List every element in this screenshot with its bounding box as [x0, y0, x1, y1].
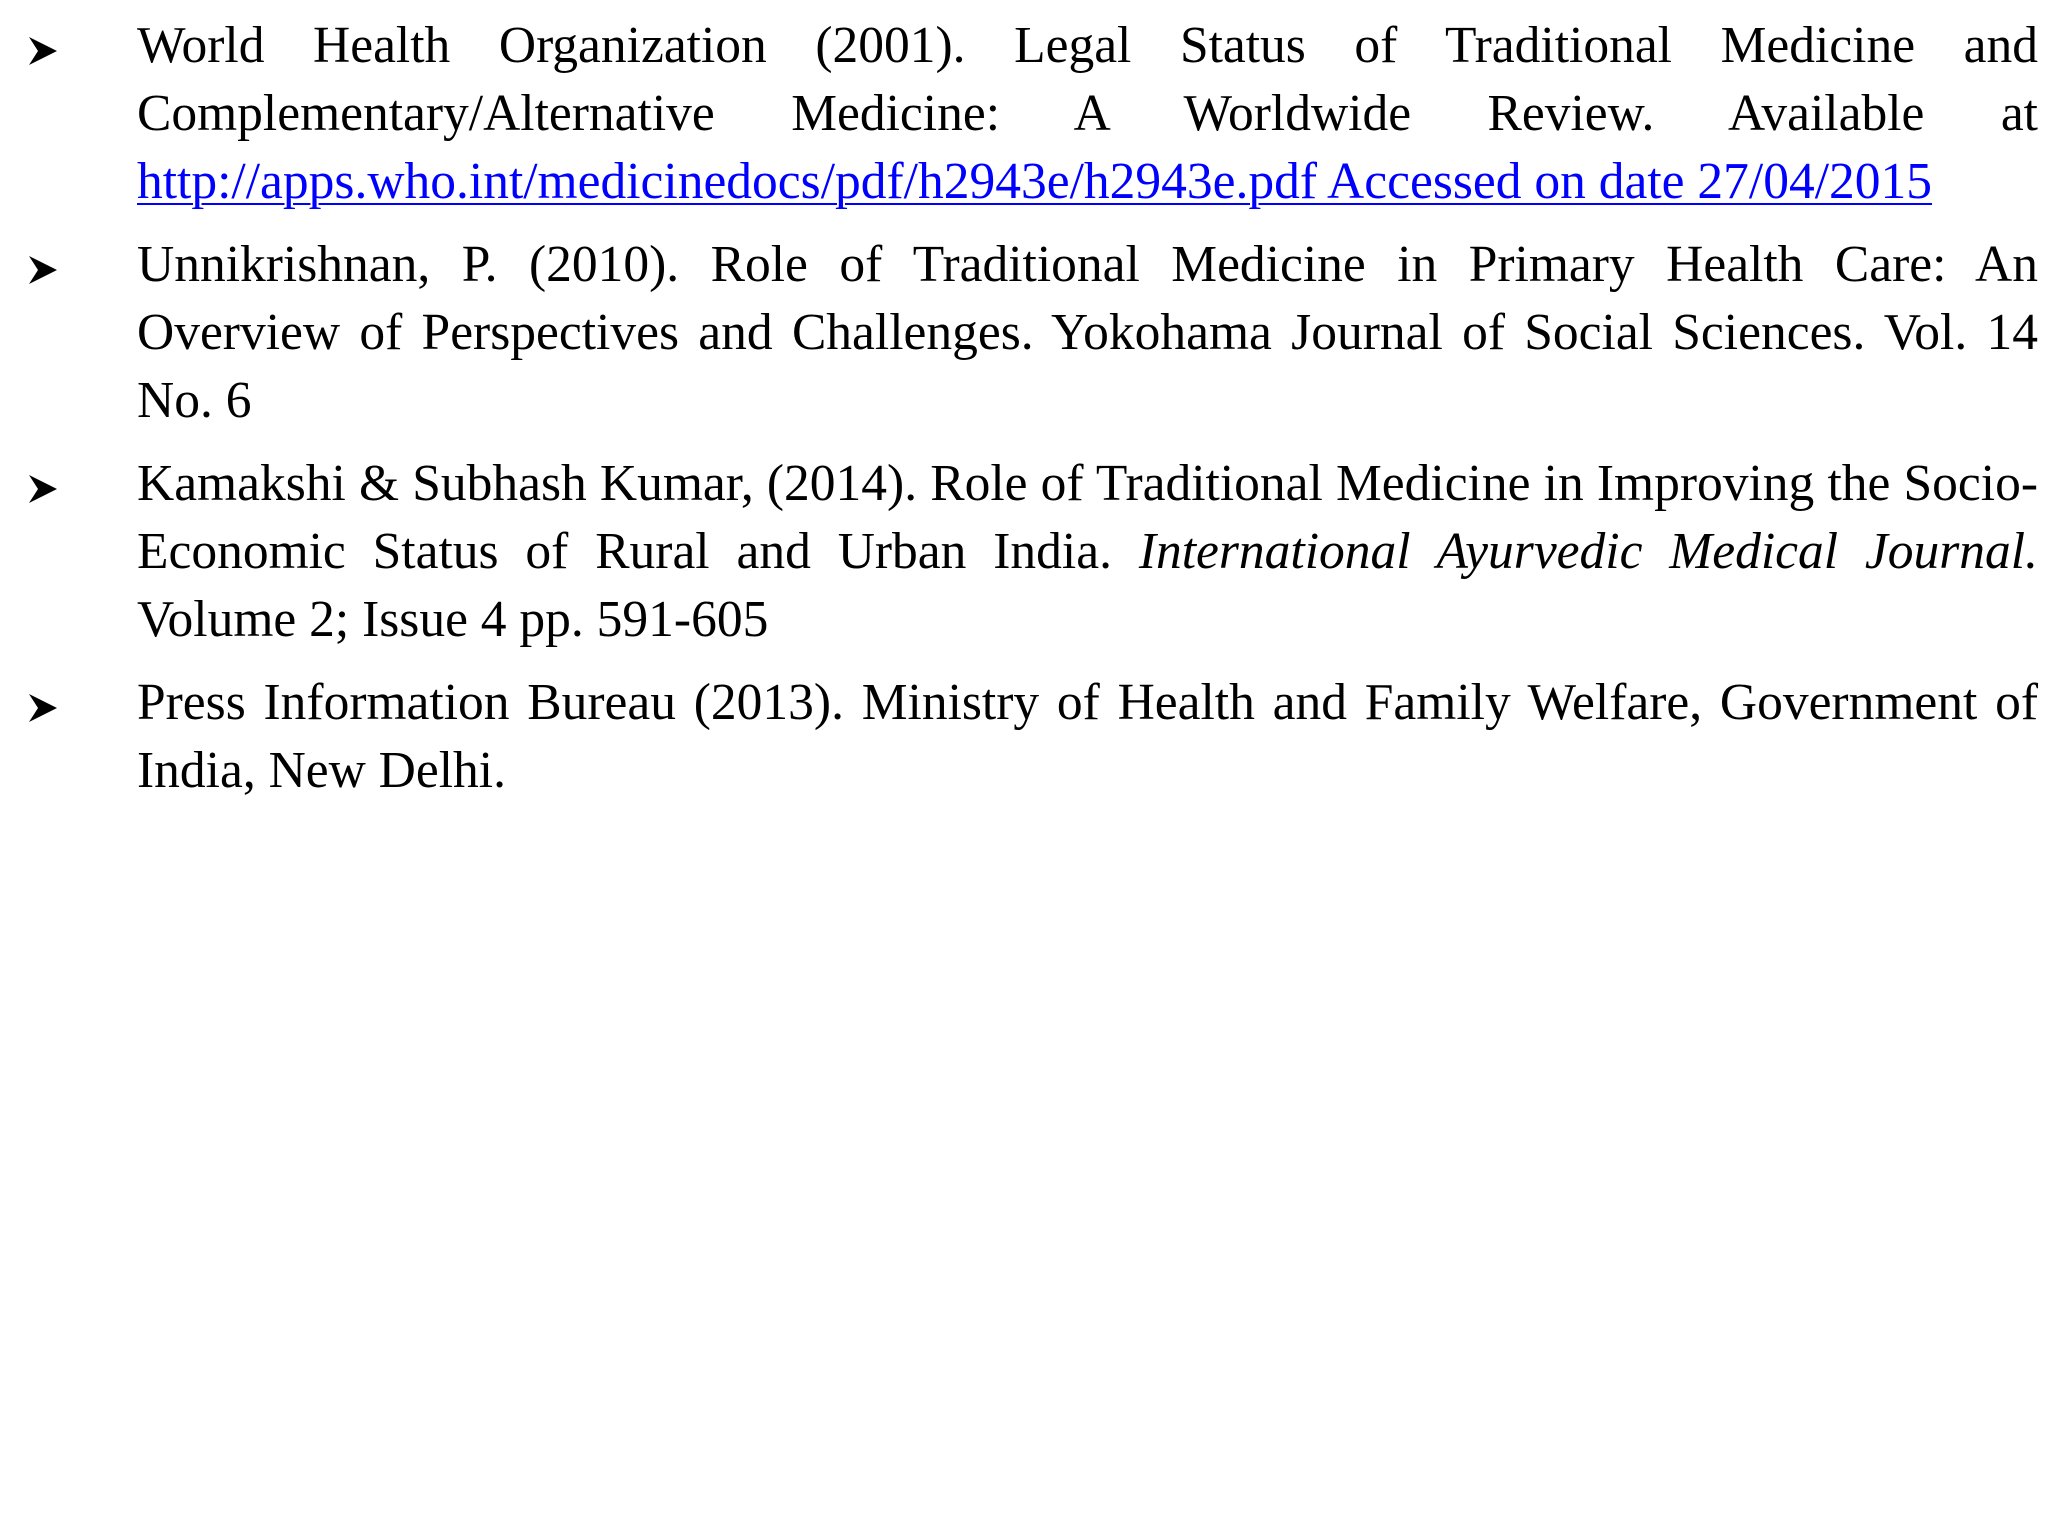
reference-item-pib: [0, 669, 2048, 805]
reference-item-kamakshi: [0, 450, 2048, 654]
reference-citation: Kamakshi & Subhash Kumar, (2014). Role of Traditional Medicine in Improving the Socio-Economic Status of Rural and Urban India.: [137, 455, 2038, 580]
reference-item-unnikrishnan: [0, 231, 2048, 435]
arrowhead-bullet-icon: [28, 474, 58, 504]
reference-text: Press Information Bureau (2013). Ministry of Health and Family Welfare, Government of India, New Delhi.: [137, 674, 2038, 799]
reference-text: [137, 450, 2038, 654]
reference-list: [0, 12, 2048, 820]
reference-text: [137, 12, 2038, 216]
arrowhead-bullet-icon: [28, 693, 58, 723]
reference-journal-title: International Ayurvedic Medical Journal.: [1138, 523, 2038, 580]
arrowhead-bullet-icon: [28, 255, 58, 285]
arrowhead-bullet-icon: [28, 36, 58, 66]
reference-volume-info: Volume 2; Issue 4 pp. 591-605: [137, 591, 769, 648]
reference-citation: World Health Organization (2001). Legal Status of Traditional Medicine and Complementary/Alternative Medicine: A Worldwide Review. Available at: [137, 17, 2038, 142]
reference-text: Unnikrishnan, P. (2010). Role of Traditional Medicine in Primary Health Care: An Overview of Perspectives and Challenges. Yokohama Journal of Social Sciences. Vol. 14 No. 6: [137, 236, 2038, 429]
reference-link[interactable]: http://apps.who.int/medicinedocs/pdf/h2943e/h2943e.pdf Accessed on date 27/04/2015: [137, 153, 1933, 210]
reference-item-who: [0, 12, 2048, 216]
